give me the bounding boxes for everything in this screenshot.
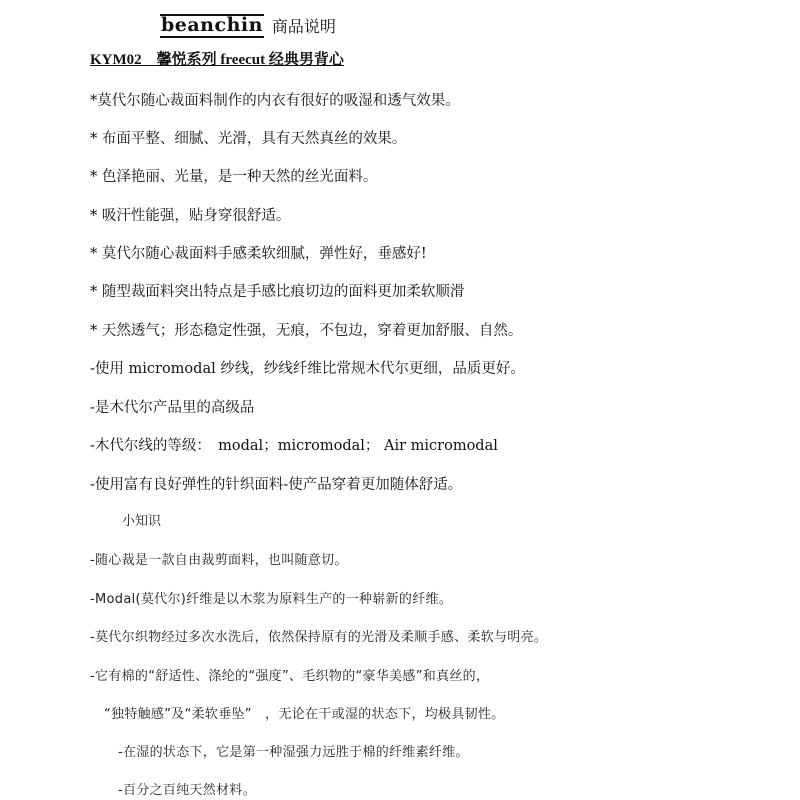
feature-line: * 莫代尔随心裁面料手感柔软细腻，弹性好，垂感好!: [90, 246, 427, 262]
header-title: 商品说明: [271, 17, 336, 36]
feature-line: * 天然透气；形态稳定性强，无痕，不包边，穿着更加舒服、自然。: [90, 323, 523, 339]
knowledge-line: -随心裁是一款自由裁剪面料，也叫随意切。: [90, 553, 348, 568]
knowledge-line: -Modal(莫代尔)纤维是以木浆为原料生产的一种崭新的纤维。: [90, 592, 453, 607]
feature-line: -使用 micromodal 纱线，纱线纤维比常规木代尔更细，品质更好。: [90, 361, 525, 377]
feature-line: -使用富有良好弹性的针织面料-使产品穿着更加随体舒适。: [90, 477, 463, 493]
feature-line: -木代尔线的等级： modal；micromodal； Air micromodal: [90, 438, 498, 454]
feature-line: -是木代尔产品里的高级品: [90, 400, 255, 416]
feature-line: * 布面平整、细腻、光滑，具有天然真丝的效果。: [90, 131, 407, 147]
knowledge-line: -在湿的状态下，它是第一种湿强力远胜于棉的纤维素纤维。: [118, 745, 469, 760]
knowledge-line: -百分之百纯天然材料。: [118, 783, 256, 798]
feature-line: * 随型裁面料突出特点是手感比痕切边的面料更加柔软顺滑: [90, 284, 465, 300]
feature-line: * 吸汗性能强，贴身穿很舒适。: [90, 208, 291, 224]
knowledge-line: “独特触感”及“柔软垂坠” ，无论在干或湿的状态下，均极具韧性。: [104, 707, 505, 722]
knowledge-line: -它有棉的“舒适性、涤纶的“强度”、毛织物的“豪华美感”和真丝的，: [90, 669, 490, 684]
brand-logo: beanchin: [161, 14, 263, 36]
knowledge-title: 小知识: [122, 514, 162, 529]
page-header: [160, 6, 336, 38]
feature-line: *莫代尔随心裁面料制作的内衣有很好的吸湿和透气效果。: [90, 93, 460, 109]
feature-line: * 色泽艳丽、光量，是一种天然的丝光面料。: [90, 169, 378, 185]
product-title: KYM02 馨悦系列 freecut 经典男背心: [90, 52, 344, 68]
knowledge-line: -莫代尔织物经过多次水洗后，依然保持原有的光滑及柔顺手感、柔软与明亮。: [90, 630, 548, 645]
